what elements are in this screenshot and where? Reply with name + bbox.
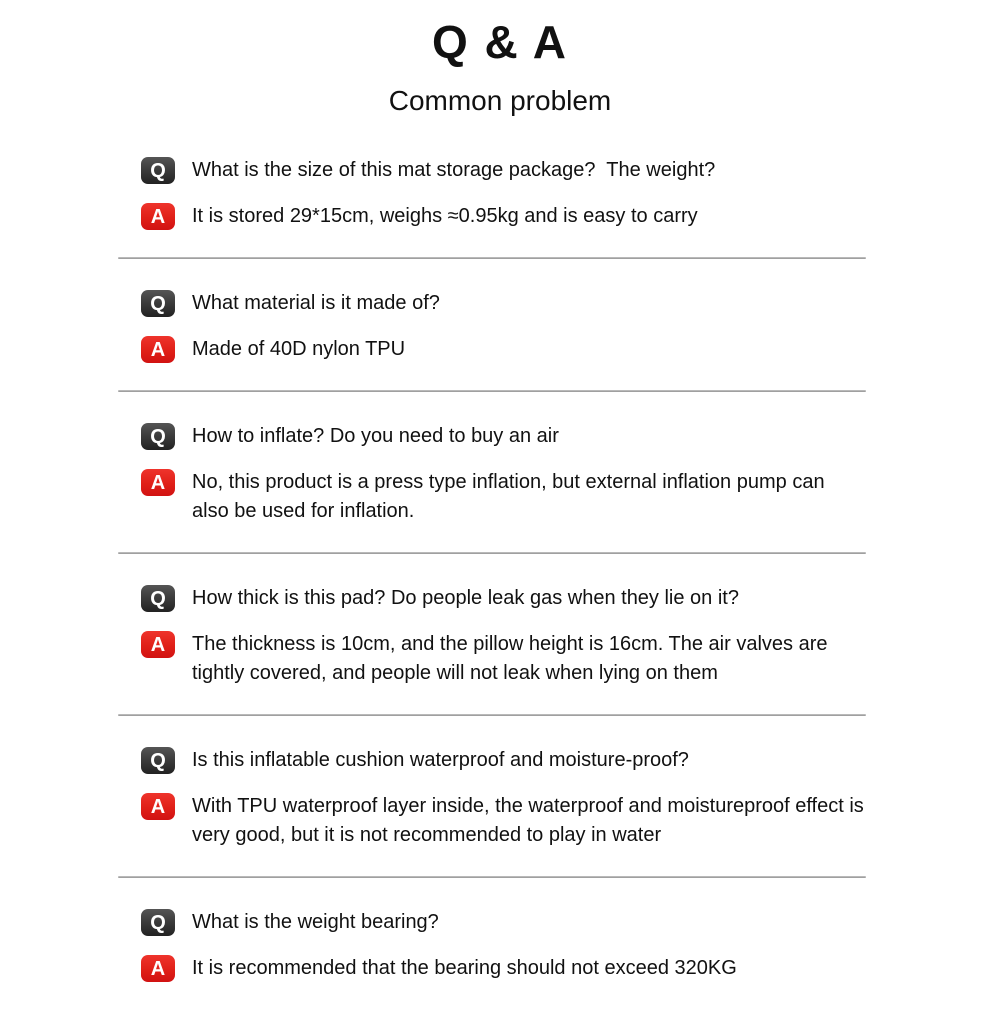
question-badge: Q (141, 290, 175, 317)
answer-row (118, 202, 866, 231)
page-subtitle: Common problem (388, 85, 612, 116)
question-badge: Q (141, 157, 175, 184)
qa-block (118, 716, 870, 876)
answer-text: It is stored 29*15cm, weighs ≈0.95kg and is easy to carry (192, 205, 698, 227)
answer-badge: A (141, 203, 175, 230)
question-text: How to inflate? Do you need to buy an air (192, 425, 559, 447)
answer-text: No, this product is a press type inflation, but external inflation pump can also be used for inflation. (192, 471, 831, 522)
question-text: What material is it made of? (192, 292, 440, 314)
answer-badge: A (141, 793, 175, 820)
question-text: What is the weight bearing? (192, 911, 439, 933)
qa-block (118, 878, 866, 1009)
question-text: Is this inflatable cushion waterproof and moisture-proof? (192, 749, 689, 771)
question-badge: Q (141, 585, 175, 612)
question-text: How thick is this pad? Do people leak gas when they lie on it? (192, 587, 739, 609)
answer-badge: A (141, 469, 175, 496)
answer-text: Made of 40D nylon TPU (192, 338, 406, 360)
answer-row (118, 335, 866, 364)
answer-row (118, 630, 866, 688)
answer-badge: A (141, 955, 175, 982)
answer-text: The thickness is 10cm, and the pillow height is 16cm. The air valves are tightly covered, and people will not leak when lying on them (192, 633, 834, 684)
question-row (118, 289, 866, 318)
question-badge: Q (141, 747, 175, 774)
page-title: Q & A (431, 16, 569, 68)
answer-badge: A (141, 631, 175, 658)
qa-list (118, 126, 870, 1009)
qa-block (118, 259, 866, 390)
answer-badge: A (141, 336, 175, 363)
answer-row (118, 468, 866, 526)
answer-row (118, 792, 870, 850)
question-row (118, 746, 866, 775)
answer-text: It is recommended that the bearing should not exceed 320KG (192, 957, 737, 979)
question-row (118, 156, 866, 185)
qa-block (118, 392, 866, 552)
answer-text: With TPU waterproof layer inside, the waterproof and moistureproof effect is very good, but it is not recommended to play in water (192, 795, 870, 846)
question-badge: Q (141, 423, 175, 450)
question-text: What is the size of this mat storage package? The weight? (192, 159, 716, 181)
question-row (118, 908, 866, 937)
answer-row (118, 954, 866, 983)
question-row (118, 584, 866, 613)
question-row (118, 422, 866, 451)
qa-block (118, 554, 866, 714)
qa-block (118, 126, 866, 257)
question-badge: Q (141, 909, 175, 936)
